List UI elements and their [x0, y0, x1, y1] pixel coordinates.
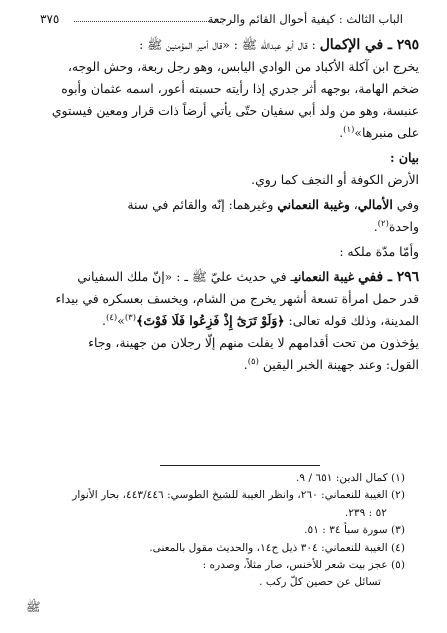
header-title: الباب الثالث : كيفية أحوال القائم والرجعة — [207, 12, 403, 26]
footnote-1: (١) كمال الدين: ٦٥١ / ٩. — [296, 472, 405, 484]
bayan-text: الأرض الكوفة أو النجف كما روي. — [251, 172, 419, 187]
amali-line-2: واحدة$^{(٢)}$. — [373, 218, 419, 234]
hadith-295-line-5: على منبرها»$^{(١)}$. — [339, 124, 419, 140]
hadith-296-line-1: ٢٩٦ ـ ففي غيبة النعمانيـ في حديث عليّ ﷺ ـ : «إنّ ملك السفياني — [77, 269, 419, 285]
footnote-ref-3[interactable]: (٣) — [124, 312, 137, 323]
header-dot-leader — [74, 21, 223, 22]
hadith-295 — [26, 34, 419, 144]
hadith-295-number: ٢٩٥ ـ في الإكمال — [319, 37, 419, 53]
footnote-4: (٤) الغيبة للنعماني: ٣٠٤ ذيل ح١٤، والحديث مقول بالمعنى. — [149, 541, 405, 554]
running-header — [40, 10, 403, 28]
hadith-296-line-4: يؤخذون من تحت أقدامهم لا يفلت منهم إلّا رجلان من جهينة، وجاء — [88, 335, 419, 350]
amali-paragraph — [26, 194, 419, 238]
source-ghayba-296: غيبة النعماني — [294, 269, 355, 284]
footnotes — [28, 470, 405, 592]
hadith-296 — [26, 266, 419, 376]
hadith-296-number: ٢٩٦ ـ ففي — [358, 269, 419, 285]
hadith-296-line-3: المدينة، وذلك قوله تعالى: ﴿وَلَوْ تَرَىٰٓ إِذْ فَزِعُوا فَلَا فَوْتَ﴾$^{(٣)}$»$^{(٤)}$. — [102, 312, 419, 328]
footnote-5: (٥) عجز بيت شعر للأخنس، صار مثلاً، وصدره : — [202, 559, 405, 572]
source-amali: الأمالي — [357, 197, 393, 212]
hadith-296-line-5: القول: وعند جهينة الخبر اليقين $^{(٥)}$. — [243, 356, 419, 372]
quran-quote: ﴿وَلَوْ تَرَىٰٓ إِذْ فَزِعُوا فَلَا فَوْتَ﴾ — [136, 313, 285, 328]
duration-heading: وأمّا مدّة ملكه : — [339, 244, 419, 259]
footnote-ref-5[interactable]: (٥) — [247, 356, 259, 367]
footnote-ref-4[interactable]: (٤) — [106, 312, 118, 323]
hadith-295-line-4: عنبسة، وهو من ولد أبي سفيان حتّى يأتي أرضاً ذات قرار ومعين فيستوي — [51, 103, 419, 118]
amali-line-1: وفي الأمالي، وغيبة النعماني وغيرهما: إنّه والقائم في سنة — [127, 197, 419, 212]
footnote-3: (٣) سورة سبأ ٣٤ : ٥١. — [304, 524, 405, 537]
hadith-295-line-2: يخرج ابن آكلة الأكباد من الوادي اليابس، وهو رجل ربعة، وحش الوجه، — [67, 59, 419, 74]
footnote-5-verse: تسائل عن حصين كلّ ركب . — [259, 576, 381, 589]
hadith-296-line-2: قدر حمل امرأة تسعة أشهر يخرج من الشام، ويخسف بعسكره في بيداء — [55, 291, 419, 306]
hadith-295-line-1: ٢٩٥ ـ في الإكمال : قال أبو عبدالله ﷺ : «قال أمير المؤمنين ﷺ : — [139, 37, 419, 53]
source-ghayba: وغيبة النعماني — [277, 197, 350, 212]
corner-mark: ﷺ — [26, 600, 41, 614]
footnote-separator — [160, 465, 320, 466]
main-text — [26, 34, 419, 376]
bayan-heading: بيان : — [390, 150, 419, 165]
page-number: ٣٧٥ — [40, 12, 60, 26]
footnote-2: (٢) الغيبة للنعماني: ٢٦٠، وانظر الغيبة للشيخ الطوسي: ٤٤٣/٤٤٦، بحار الأنوار — [72, 489, 405, 502]
footnote-2-continued: ٥٢ : ٢٣٩. — [344, 506, 387, 519]
hadith-295-line-3: ضخم الهامة، بوجهه أثر جدري إذا رأيته حسبته أعور، اسمه عثمان وأبوه — [61, 81, 419, 96]
footnote-ref-1[interactable]: (١) — [343, 124, 355, 135]
bayan-section — [26, 147, 419, 191]
footnote-ref-2[interactable]: (٢) — [377, 218, 389, 229]
